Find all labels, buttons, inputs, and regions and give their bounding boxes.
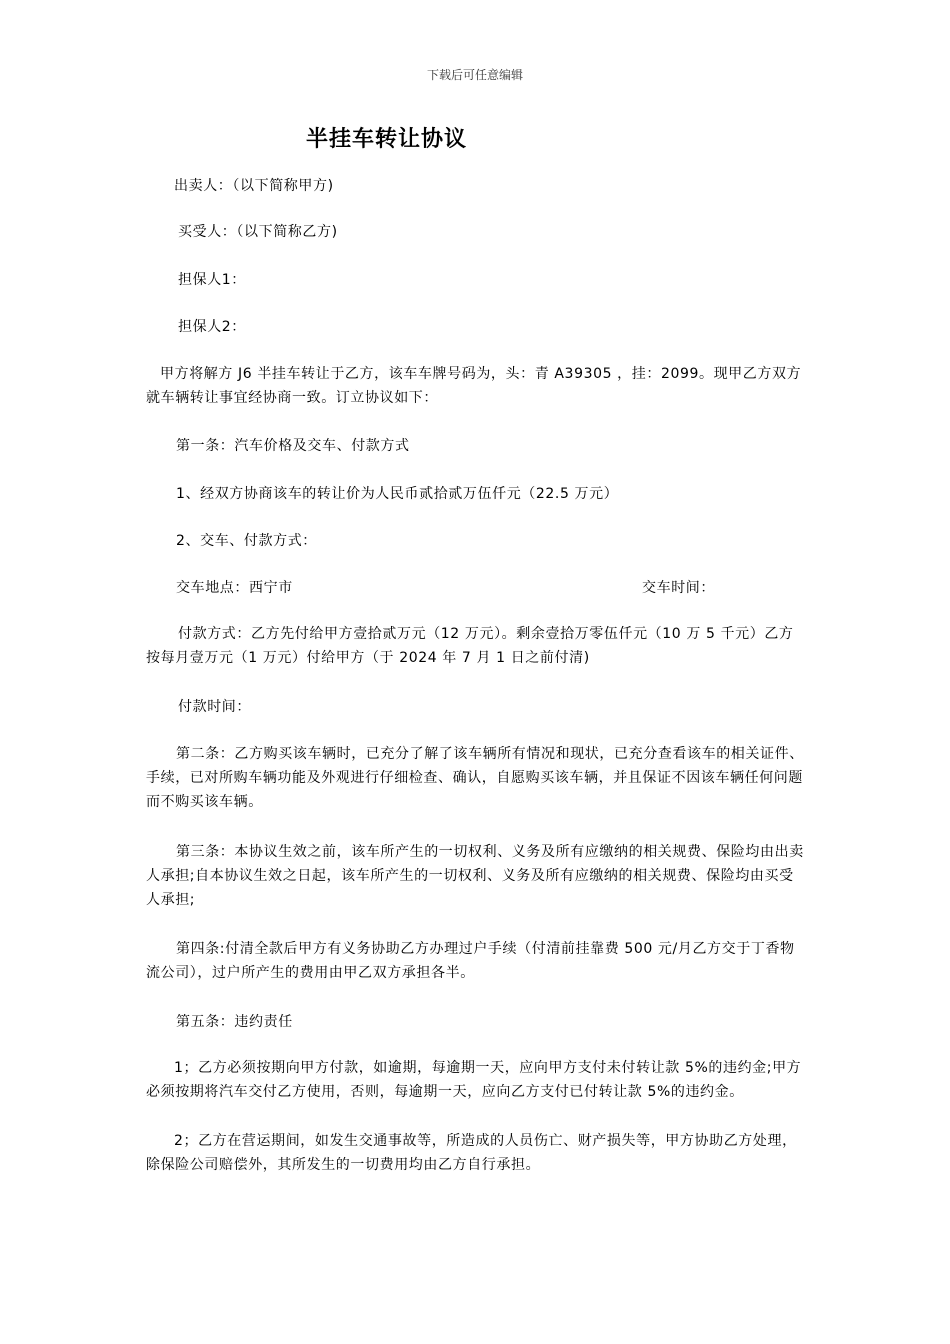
article-1-heading: 第一条：汽车价格及交车、付款方式 — [176, 438, 410, 454]
article-1-item-2: 2、交车、付款方式： — [176, 533, 317, 549]
payment-method: 付款方式：乙方先付给甲方壹拾贰万元（12 万元）。剩余壹拾万零伍仟元（10 万 5 千元）乙方按每月壹万元（1 万元）付给甲方（于 2024 年 7 月 1 日之前付清) — [146, 626, 794, 666]
article-5-heading: 第五条：违约责任 — [176, 1014, 293, 1030]
payment-time: 付款时间： — [178, 699, 251, 715]
intro-paragraph: 甲方将解方 J6 半挂车转让于乙方，该车车牌号码为，头：青 A39305 ，挂：2099。现甲乙方双方就车辆转让事宜经协商一致。订立协议如下： — [146, 366, 802, 406]
article-3: 第三条：本协议生效之前，该车所产生的一切权利、义务及所有应缴纳的相关规费、保险均由出卖人承担;自本协议生效之日起，该车所产生的一切权利、义务及所有应缴纳的相关规费、保险均由买受人承担; — [146, 844, 804, 908]
guarantor-1-line: 担保人1： — [178, 272, 246, 288]
document-title: 半挂车转让协议 — [306, 127, 468, 152]
delivery-place: 交车地点：西宁市 — [176, 580, 293, 596]
seller-line: 出卖人：（以下简称甲方) — [174, 178, 334, 194]
article-5-clause-1: 1；乙方必须按期向甲方付款，如逾期，每逾期一天，应向甲方支付未付转让款 5%的违约金;甲方必须按期将汽车交付乙方使用，否则，每逾期一天，应向乙方支付已付转让款 5%的违约金。 — [146, 1060, 802, 1100]
article-5-clause-2: 2；乙方在营运期间，如发生交通事故等，所造成的人员伤亡、财产损失等，甲方协助乙方处理，除保险公司赔偿外，其所发生的一切费用均由乙方自行承担。 — [146, 1133, 797, 1173]
article-4: 第四条:付清全款后甲方有义务协助乙方办理过户手续（付清前挂靠费 500 元/月乙方交于丁香物流公司），过户所产生的费用由甲乙双方承担各半。 — [146, 941, 795, 981]
buyer-line: 买受人：（以下简称乙方) — [178, 224, 338, 240]
header-note: 下载后可任意编辑 — [426, 68, 523, 82]
delivery-time: 交车时间： — [642, 580, 715, 596]
article-1-item-1: 1、经双方协商该车的转让价为人民币贰拾贰万伍仟元（22.5 万元） — [176, 486, 619, 502]
guarantor-2-line: 担保人2： — [178, 319, 246, 335]
article-2: 第二条：乙方购买该车辆时，已充分了解了该车辆所有情况和现状，已充分查看该车的相关证件、手续，已对所购车辆功能及外观进行仔细检查、确认，自愿购买该车辆，并且保证不因该车辆任何问题而不购买该车辆。 — [146, 746, 804, 810]
